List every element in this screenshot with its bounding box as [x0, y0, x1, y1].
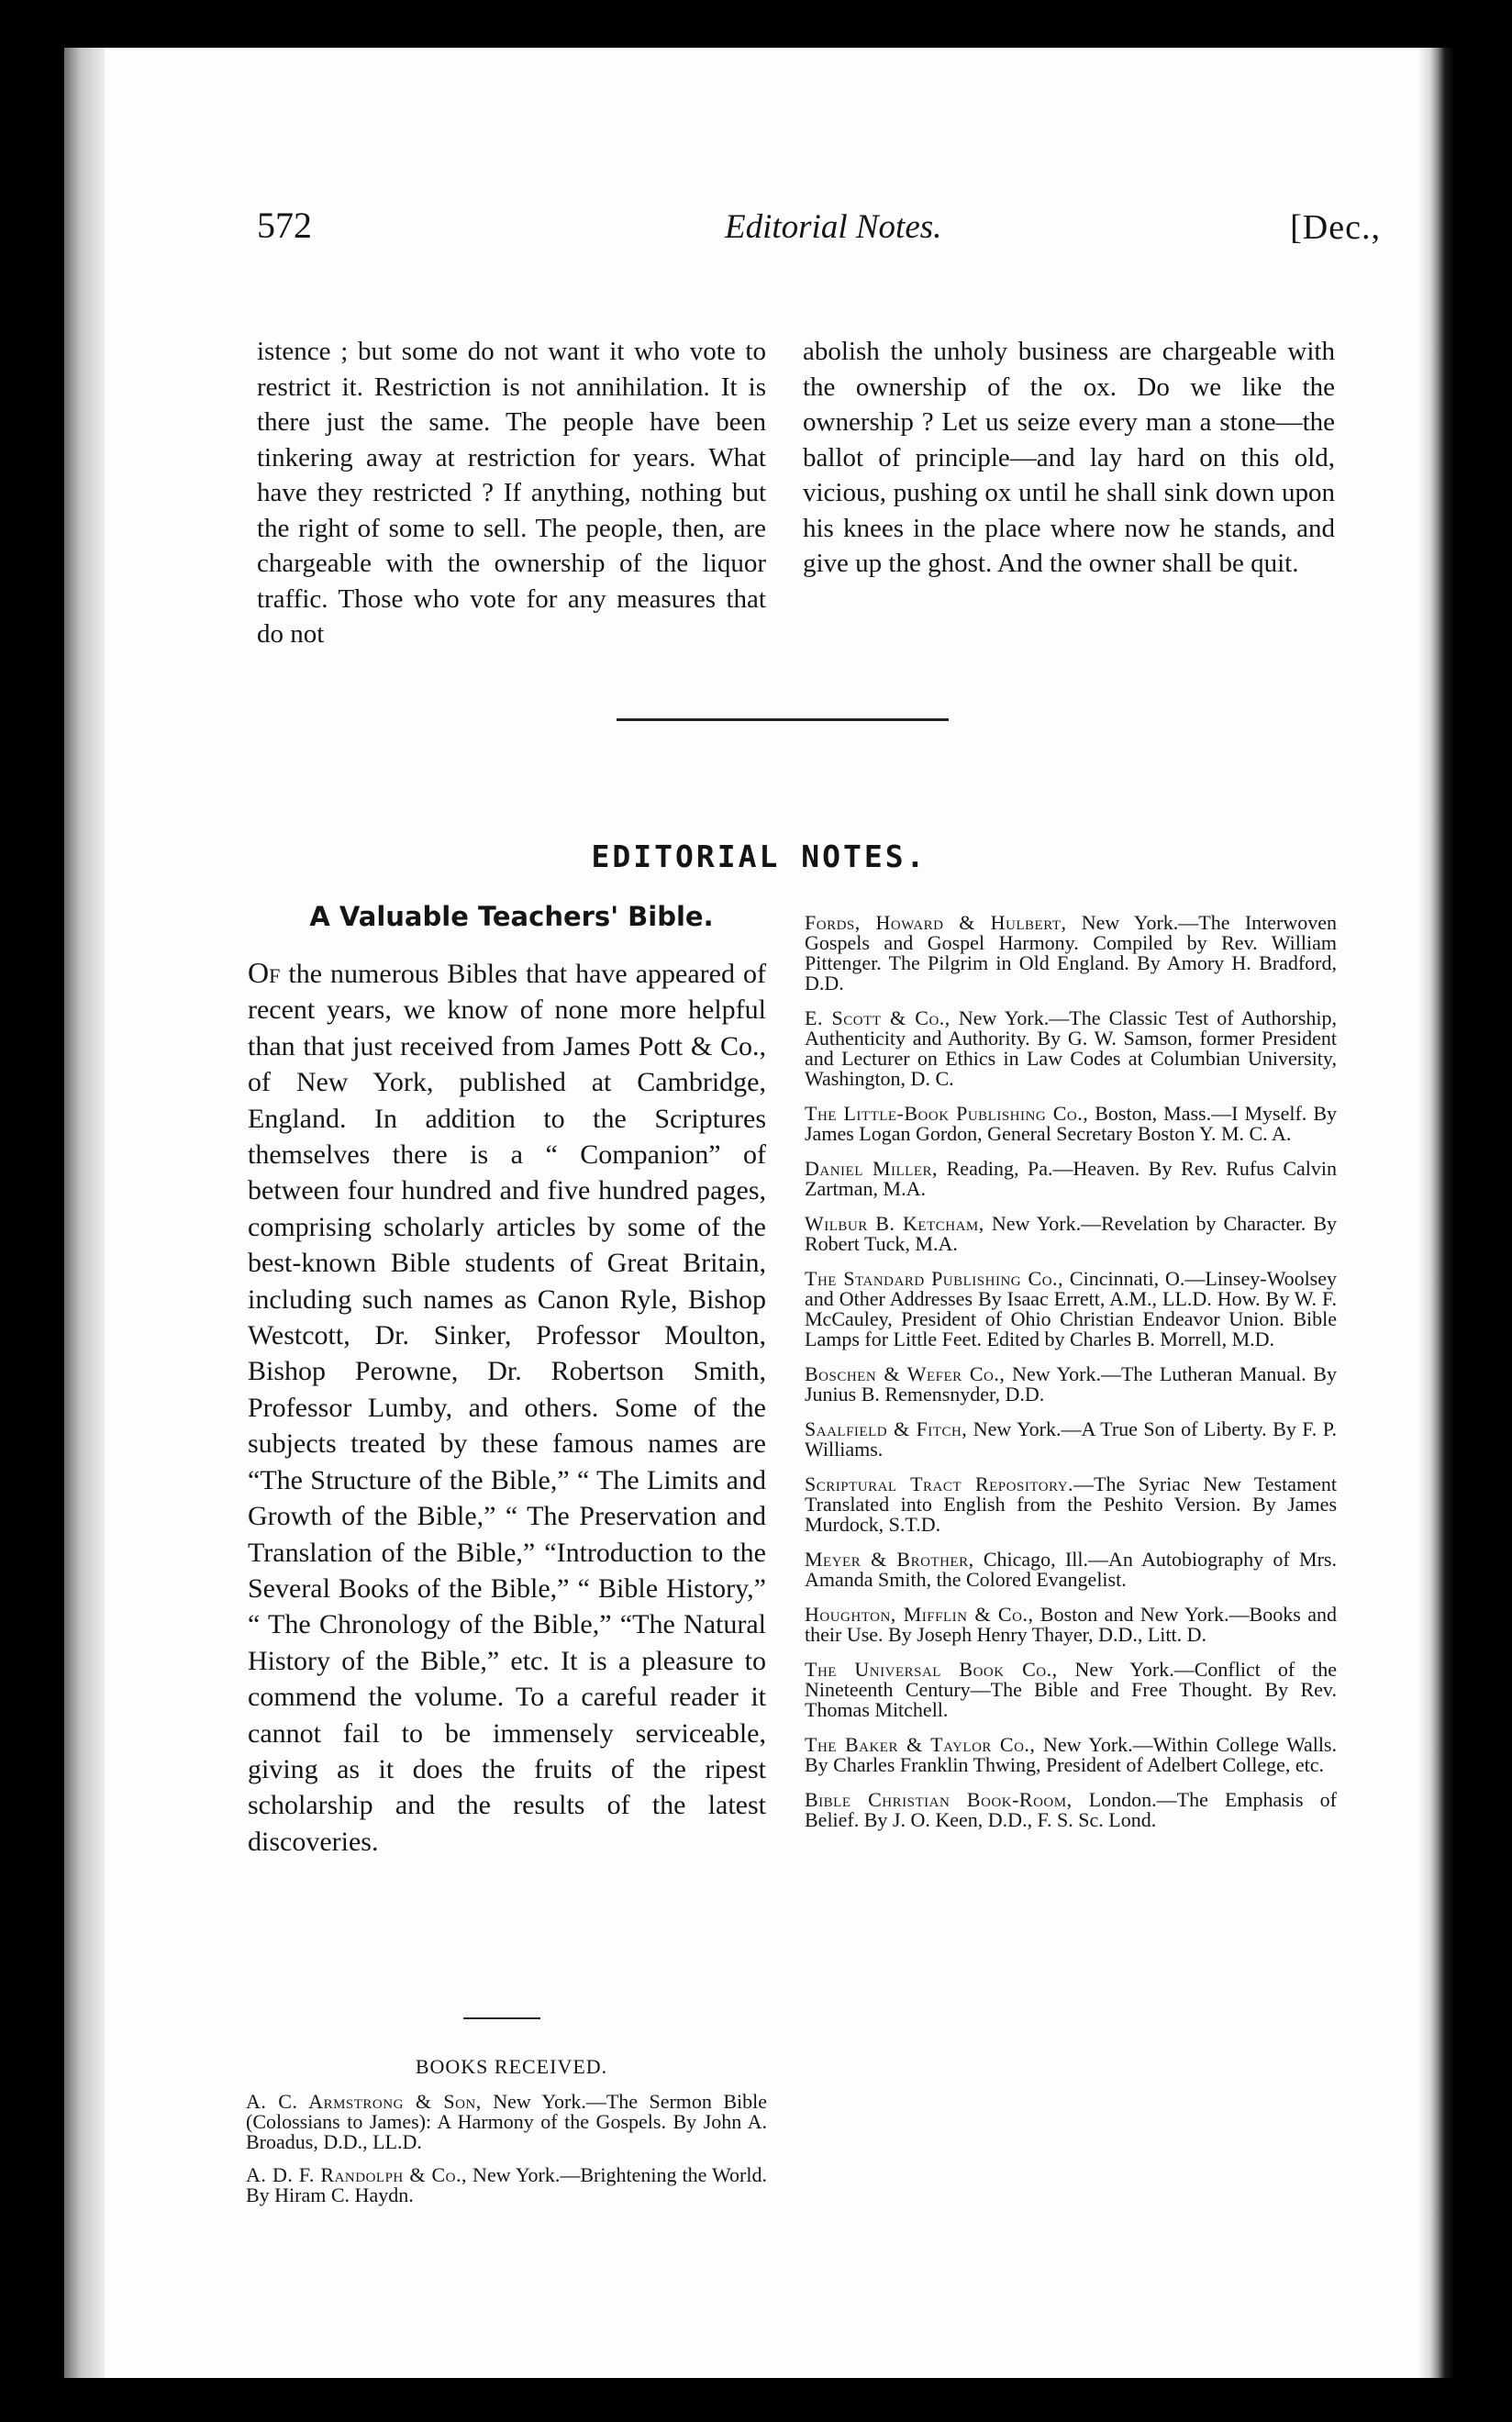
book-publisher: Boschen & Wefer Co.,: [805, 1362, 1006, 1385]
running-title: Editorial Notes.: [725, 208, 942, 246]
book-description: Boston, Mass.—I Myself. By James Logan Gordon, General Secretary Boston Y. M. C. A.: [805, 1102, 1338, 1145]
book-entry: [805, 1159, 1337, 1199]
article-body: [248, 955, 766, 1860]
book-publisher: The Standard Publishing Co.,: [805, 1267, 1064, 1290]
book-description: New York.—Brightening the World. By Hiram C. Haydn.: [246, 2163, 767, 2206]
book-description: New York.—Revelation by Character. By Robert Tuck, M.A.: [805, 1212, 1337, 1255]
book-entry: [805, 1735, 1337, 1775]
book-entry: [805, 1419, 1337, 1460]
book-publisher: Houghton, Mifflin & Co.,: [805, 1603, 1034, 1626]
book-description: New York.—The Classic Test of Authorship, Authenticity and Authority. By G. W. Samson, former President and Lecturer on Ethics in Law Codes at Columbian University, Washington, D. C.: [805, 1006, 1337, 1090]
book-description: New York.—Within College Walls. By Charles Franklin Thwing, President of Adelbert College, etc.: [805, 1733, 1337, 1776]
article-divider: [463, 2017, 540, 2019]
page-edge-shadow: [1418, 48, 1454, 2378]
book-entry: [805, 1605, 1337, 1645]
books-list-left: [246, 2092, 767, 2218]
continued-text-right: [803, 334, 1335, 582]
section-divider: [617, 718, 949, 721]
books-received-heading: BOOKS RECEIVED.: [415, 2055, 608, 2078]
book-entry: [805, 1214, 1337, 1254]
book-entry: [805, 1364, 1337, 1405]
book-publisher: Bible Christian Book-Room,: [805, 1788, 1073, 1811]
book-description: New York.—A True Son of Liberty. By F. P. Williams.: [805, 1417, 1337, 1461]
book-publisher: Daniel Miller,: [805, 1157, 939, 1180]
book-publisher: The Baker & Taylor Co.,: [805, 1733, 1036, 1756]
book-page: [64, 48, 1454, 2378]
continued-text-left: [257, 334, 766, 652]
book-entry: [246, 2165, 767, 2205]
book-entry: [805, 1790, 1337, 1830]
book-entry: [805, 1474, 1337, 1535]
book-publisher: E. Scott & Co.,: [805, 1006, 951, 1029]
book-publisher: The Little-Book Publishing Co.,: [805, 1102, 1089, 1125]
section-title: EDITORIAL NOTES.: [591, 839, 928, 874]
book-publisher: Scriptural Tract Repository.: [805, 1472, 1074, 1495]
book-description: New York.—The Lutheran Manual. By Junius B. Remensnyder, D.D.: [805, 1362, 1337, 1405]
book-entry: [805, 1660, 1337, 1720]
book-publisher: Meyer & Brother,: [805, 1548, 974, 1571]
continued-paragraph-left: istence ; but some do not want it who vote to restrict it. Restriction is not annihilation. It is there just the same. The people have been tinkering away at restriction for years. What have they restricted ? If anything, nothing but the right of some to sell. The people, then, are chargeable with the ownership of the liquor traffic. Those who vote for any measures that do not: [257, 337, 766, 649]
book-entry: [805, 1008, 1337, 1089]
book-description: Chicago, Ill.—An Autobiography of Mrs. Amanda Smith, the Colored Evangelist.: [805, 1548, 1337, 1591]
book-description: Boston and New York.—Books and their Use. By Joseph Henry Thayer, D.D., Litt. D.: [805, 1603, 1337, 1646]
book-publisher: A. C. Armstrong & Son,: [246, 2090, 482, 2113]
header-month: [Dec.,: [1290, 208, 1381, 247]
article-first-word: Of: [248, 956, 281, 989]
book-publisher: Saalfield & Fitch,: [805, 1417, 968, 1440]
book-description: Reading, Pa.—Heaven. By Rev. Rufus Calvin Zartman, M.A.: [805, 1157, 1337, 1200]
article-text: the numerous Bibles that have appeared of recent years, we know of none more helpful than that just received from James Pott & Co., of New York, published at Cambridge, England. In addition to the Scriptures themselves there is a “ Companion” of between four hundred and five hundred pages, comprising scholarly articles by some of the best-known Bible students of Great Britain, including such names as Canon Ryle, Bishop Westcott, Dr. Sinker, Professor Moulton, Bishop Perowne, Dr. Robertson Smith, Professor Lumby, and others. Some of the subjects treated by these famous names are “The Structure of the Bible,” “ The Limits and Growth of the Bible,” “ The Preservation and Translation of the Bible,” “Introduction to the Several Books of the Bible,” “ Bible History,” “ The Chronology of the Bible,” “The Natural History of the Bible,” etc. It is a pleasure to commend the volume. To a careful reader it cannot fail to be immensely serviceable, giving as it does the fruits of the ripest scholarship and the results of the latest discoveries.: [248, 959, 766, 1857]
continued-paragraph-right: abolish the unholy business are chargeable with the ownership of the ox. Do we like the ownership ? Let us seize every man a stone—the ballot of principle—and lay hard on this old, vicious, pushing ox until he shall sink down upon his knees in the place where now he stands, and give up the ghost. And the owner shall be quit.: [803, 337, 1335, 578]
book-entry: [246, 2092, 767, 2152]
book-description: New York.—Conflict of the Nineteenth Century—The Bible and Free Thought. By Rev. Thomas Mitchell.: [805, 1658, 1337, 1721]
page-number: 572: [257, 205, 312, 246]
article-title: A Valuable Teachers' Bible.: [309, 901, 714, 932]
book-description: New York.—The Sermon Bible (Colossians to James): A Harmony of the Gospels. By John A. Broadus, D.D., LL.D.: [246, 2090, 767, 2153]
book-publisher: The Universal Book Co.,: [805, 1658, 1058, 1681]
book-entry: [805, 1550, 1337, 1590]
book-publisher: A. D. F. Randolph & Co.,: [246, 2163, 467, 2186]
book-description: London.—The Emphasis of Belief. By J. O. Keen, D.D., F. S. Sc. Lond.: [805, 1788, 1337, 1831]
book-publisher: Wilbur B. Ketcham,: [805, 1212, 984, 1235]
book-entry: [805, 1269, 1337, 1350]
page-header: [257, 204, 1404, 286]
book-description: —The Syriac New Testament Translated into English from the Peshito Version. By James Murdock, S.T.D.: [805, 1472, 1337, 1536]
book-publisher: Fords, Howard & Hulbert,: [805, 911, 1067, 934]
book-entry: [805, 913, 1337, 994]
books-list-right: [805, 913, 1337, 1845]
book-entry: [805, 1104, 1337, 1144]
book-description: Cincinnati, O.—Linsey-Woolsey and Other Addresses By Isaac Errett, A.M., LL.D. How. By W. F. McCauley, President of Ohio Christian Endeavor Union. Bible Lamps for Little Feet. Edited by Charles B. Morrell, M.D.: [805, 1267, 1338, 1350]
binding-shadow: [64, 48, 105, 2378]
book-description: New York.—The Interwoven Gospels and Gospel Harmony. Compiled by Rev. William Pittenger. The Pilgrim in Old England. By Amory H. Bradford, D.D.: [805, 911, 1337, 994]
